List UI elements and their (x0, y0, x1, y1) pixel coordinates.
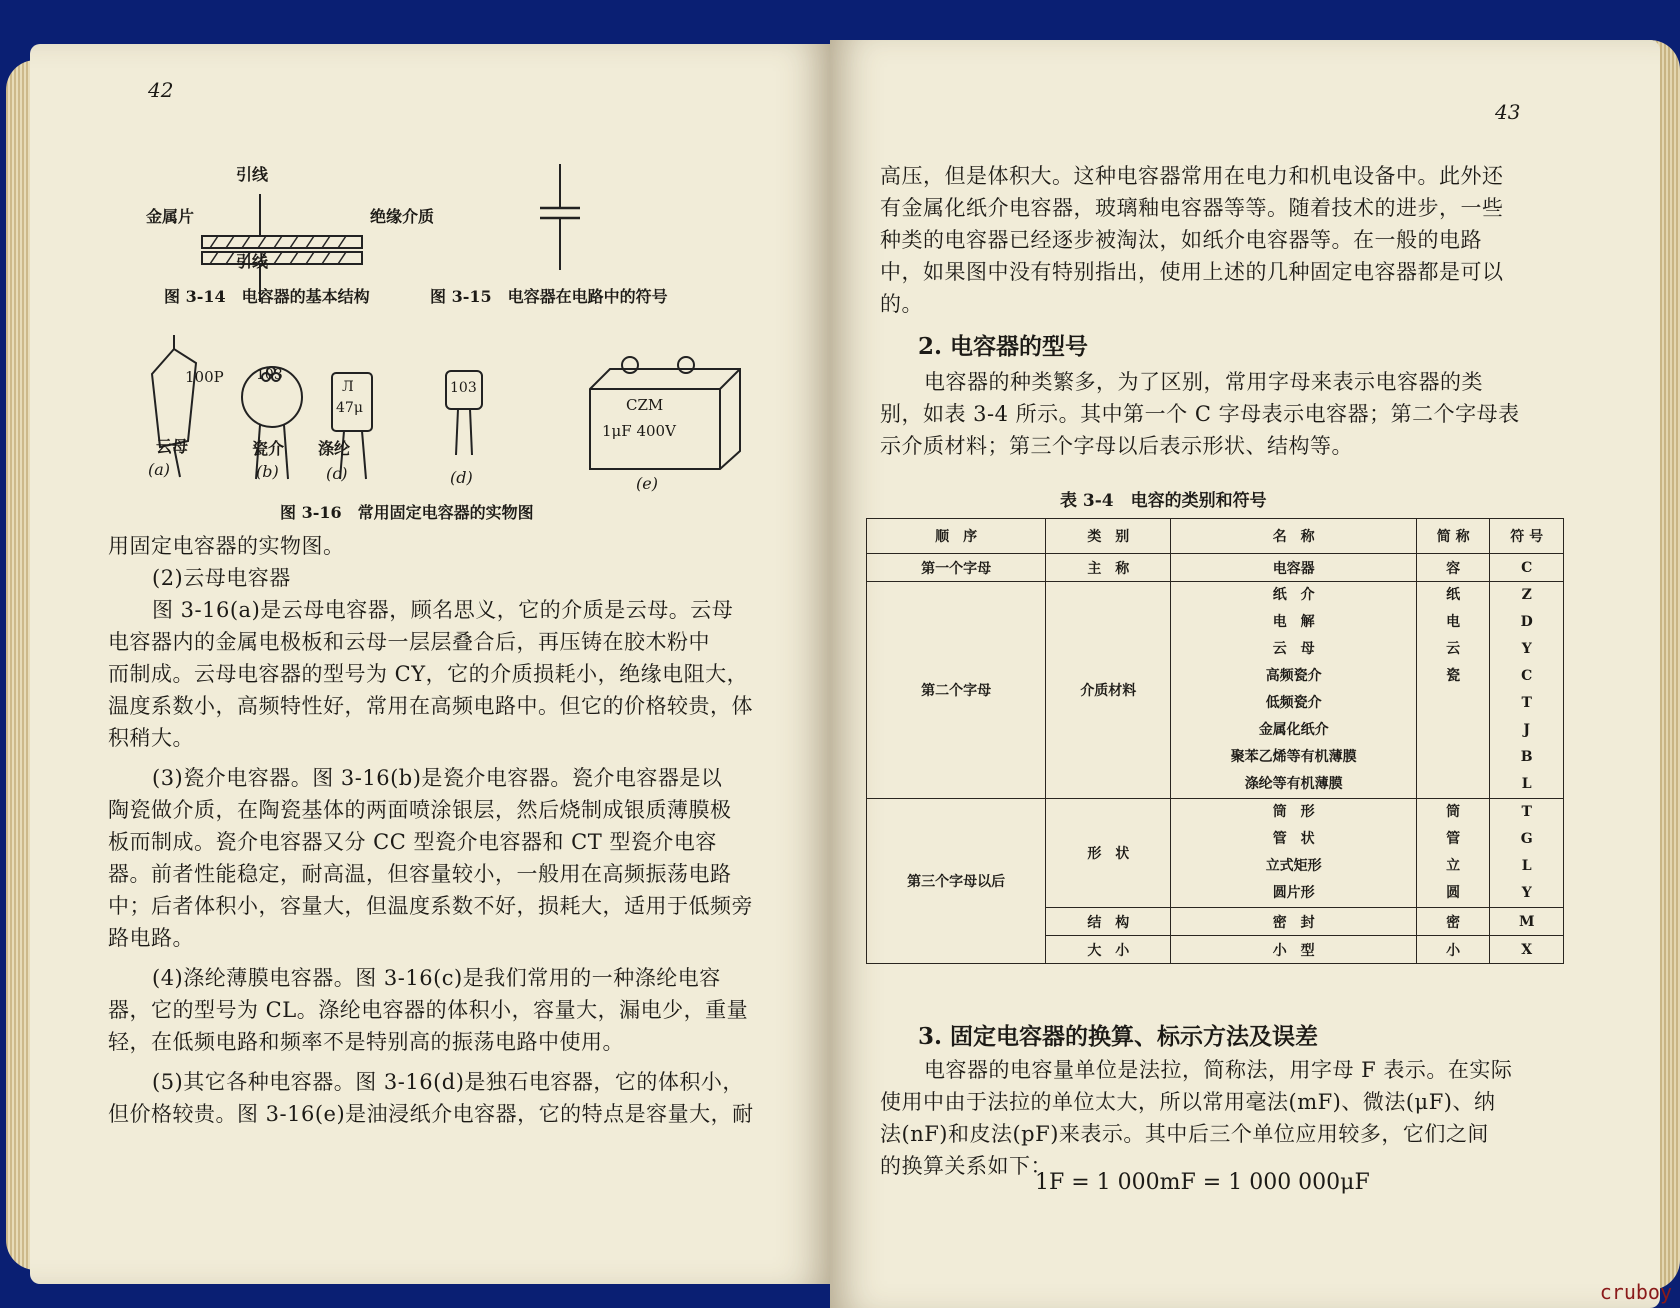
right-para-1 (880, 160, 1504, 320)
col-name: 名 称 (1171, 519, 1416, 554)
right-page (830, 40, 1660, 1308)
text-line: 的换算关系如下： (880, 1154, 1052, 1178)
code-cell: X (1490, 936, 1564, 964)
category-cell: 形 状 (1046, 799, 1171, 908)
fig16-caption: 图 3-16 常用固定电容器的实物图 (280, 503, 534, 522)
name-line: 低频瓷介 (1265, 695, 1322, 711)
code-line: Z (1521, 587, 1532, 603)
right-para-3 (880, 1054, 1512, 1182)
text-line: 中；后者体积小，容量大，但温度系数不好，损耗大，适用于低频旁 (108, 894, 753, 918)
sub-d: (d) (450, 468, 473, 487)
text-line: 温度系数小，高频特性好，常用在高频电路中。但它的价格较贵，体 (108, 694, 753, 718)
name-cell (1171, 582, 1416, 799)
col-abbr: 简 称 (1416, 519, 1490, 554)
cap-c-text1: Л (342, 379, 354, 395)
text-line: 电容器内的金属电极板和云母一层层叠合后，再压铸在胶木粉中 (108, 630, 710, 654)
text-line: 别，如表 3-4 所示。其中第一个 C 字母表示电容器；第二个字母表 (880, 402, 1520, 426)
text-line: (3)瓷介电容器。图 3-16(b)是瓷介电容器。瓷介电容器是以 (152, 766, 723, 790)
cap-c-text2: 47μ (336, 400, 363, 416)
order-cell: 第三个字母以后 (867, 799, 1046, 964)
col-category: 类 别 (1046, 519, 1171, 554)
capacitor-symbol-figure (530, 164, 590, 274)
abbr-line (1417, 690, 1490, 717)
text-line: (2)云母电容器 (152, 566, 291, 590)
name-cell: 电容器 (1171, 554, 1416, 582)
name-line: 金属化纸介 (1258, 722, 1329, 738)
abbr-line (1417, 717, 1490, 744)
table-row (867, 582, 1564, 799)
abbr-cell: 容 (1416, 554, 1490, 582)
abbr-line: 云 (1446, 641, 1461, 657)
text-line: 轻，在低频电路和频率不是特别高的振荡电路中使用。 (108, 1030, 624, 1054)
col-order: 顺 序 (867, 519, 1046, 554)
text-line: 电容器的种类繁多，为了区别，常用字母来表示电容器的类 (924, 370, 1483, 394)
cap-e-text1: CZM (626, 396, 664, 414)
code-cell (1490, 582, 1564, 799)
text-line: 积稍大。 (108, 726, 194, 750)
cap-d-text: 103 (450, 380, 477, 396)
name-line: 电 解 (1272, 614, 1315, 630)
order-cell: 第二个字母 (867, 582, 1046, 799)
abbr-cell: 密 (1416, 908, 1490, 936)
cap-a-text: 100P (185, 368, 224, 386)
left-page (30, 44, 830, 1284)
dielectric-label: 绝缘介质 (370, 207, 435, 226)
sub-b: (b) (256, 462, 279, 481)
text-line: (4)涤纶薄膜电容器。图 3-16(c)是我们常用的一种涤纶电容 (152, 966, 721, 990)
metal-plate-label: 金属片 (146, 207, 195, 226)
text-line: 板而制成。瓷介电容器又分 CC 型瓷介电容器和 CT 型瓷介电容 (108, 830, 717, 854)
cap-e-text2: 1μF 400V (602, 422, 676, 440)
sub-e: (e) (636, 474, 658, 493)
page-number: 43 (1495, 100, 1521, 124)
text-line: 但价格较贵。图 3-16(e)是油浸纸介电容器，它的特点是容量大，耐 (108, 1102, 754, 1126)
code-line: T (1521, 695, 1532, 711)
text-line: 图 3-16(a)是云母电容器，顾名思义，它的介质是云母。云母 (152, 598, 734, 622)
text-line: 而制成。云母电容器的型号为 CY，它的介质损耗小，绝缘电阻大， (108, 662, 749, 686)
watermark: cruboy (1599, 1280, 1672, 1304)
capacitor-photos-figure (140, 329, 780, 489)
code-line: L (1521, 858, 1532, 874)
abbr-line: 瓷 (1446, 668, 1461, 684)
name-cell (1171, 799, 1416, 908)
abbr-cell: 小 (1416, 936, 1490, 964)
table-row (867, 554, 1564, 582)
abbr-line: 筒 (1446, 804, 1461, 820)
fig15-caption: 图 3-15 电容器在电路中的符号 (430, 287, 668, 306)
order-cell: 第一个字母 (867, 554, 1046, 582)
section-heading-2: 2. 电容器的型号 (918, 333, 1089, 360)
abbr-line: 圆 (1446, 885, 1461, 901)
code-line: J (1523, 722, 1531, 738)
lead-top-label: 引线 (236, 165, 269, 184)
fig14-caption: 图 3-14 电容器的基本结构 (164, 287, 370, 306)
text-line: 路电路。 (108, 926, 194, 950)
category-cell: 大 小 (1046, 936, 1171, 964)
text-line: 使用中由于法拉的单位太大，所以常用毫法(mF)、微法(μF)、纳 (880, 1090, 1496, 1114)
lead-bottom-label: 引线 (236, 252, 269, 271)
text-line: 器。前者性能稳定，耐高温，但容量较小，一般用在高频振荡电路 (108, 862, 732, 886)
abbr-line: 纸 (1446, 587, 1461, 603)
code-line: D (1520, 614, 1533, 630)
label-polyester: 涤纶 (318, 439, 351, 458)
name-line: 筒 形 (1272, 804, 1315, 820)
abbr-cell (1416, 799, 1490, 908)
label-mica: 云母 (156, 437, 189, 456)
name-line: 云 母 (1272, 641, 1315, 657)
col-code: 符 号 (1490, 519, 1564, 554)
category-cell: 结 构 (1046, 908, 1171, 936)
name-cell: 密 封 (1171, 908, 1416, 936)
text-line: 有金属化纸介电容器，玻璃釉电容器等等。随着技术的进步，一些 (880, 196, 1504, 220)
name-line: 纸 介 (1272, 587, 1315, 603)
name-line: 聚苯乙烯等有机薄膜 (1230, 749, 1357, 765)
text-line: 的。 (880, 292, 923, 316)
code-line: B (1520, 749, 1533, 765)
capacitor-code-table (866, 518, 1564, 964)
right-para-2 (880, 366, 1520, 462)
table-row (867, 799, 1564, 908)
text-line: 用固定电容器的实物图。 (108, 534, 345, 558)
abbr-line: 立 (1446, 858, 1461, 874)
code-line: Y (1521, 641, 1532, 657)
code-line: C (1521, 668, 1533, 684)
label-ceramic: 瓷介 (252, 439, 285, 458)
abbr-cell (1416, 582, 1490, 799)
text-line: 器，它的型号为 CL。涤纶电容器的体积小，容量大，漏电少，重量 (108, 998, 749, 1022)
abbr-line (1417, 744, 1490, 771)
sub-c: (c) (326, 464, 348, 483)
code-cell: C (1490, 554, 1564, 582)
code-line: Y (1521, 885, 1532, 901)
left-body-text (108, 530, 754, 1130)
text-line: 示介质材料；第三个字母以后表示形状、结构等。 (880, 434, 1353, 458)
text-line: 高压，但是体积大。这种电容器常用在电力和机电设备中。此外还 (880, 164, 1504, 188)
cap-b-text: 103 (256, 367, 283, 383)
abbr-line: 管 (1446, 831, 1461, 847)
text-line: 电容器的电容量单位是法拉，简称法，用字母 F 表示。在实际 (924, 1058, 1513, 1082)
table-title: 表 3-4 电容的类别和符号 (1060, 491, 1267, 511)
text-line: 陶瓷做介质，在陶瓷基体的两面喷涂银层，然后烧制成银质薄膜极 (108, 798, 732, 822)
text-line: 法(nF)和皮法(pF)来表示。其中后三个单位应用较多，它们之间 (880, 1122, 1489, 1146)
name-line: 高频瓷介 (1265, 668, 1322, 684)
code-line: L (1521, 776, 1532, 792)
page-number: 42 (148, 78, 174, 102)
section-heading-3: 3. 固定电容器的换算、标示方法及误差 (918, 1023, 1319, 1050)
name-line: 圆片形 (1272, 885, 1315, 901)
name-line: 管 状 (1272, 831, 1315, 847)
category-cell: 介质材料 (1046, 582, 1171, 799)
name-cell: 小 型 (1171, 936, 1416, 964)
abbr-line (1417, 771, 1490, 798)
text-line: (5)其它各种电容器。图 3-16(d)是独石电容器，它的体积小， (152, 1070, 744, 1094)
conversion-formula: 1F = 1 000mF = 1 000 000μF (1035, 1170, 1370, 1195)
abbr-line: 电 (1446, 614, 1461, 630)
category-cell: 主 称 (1046, 554, 1171, 582)
name-line: 立式矩形 (1265, 858, 1322, 874)
text-line: 中，如果图中没有特别指出，使用上述的几种固定电容器都是可以 (880, 260, 1504, 284)
code-line: T (1521, 804, 1532, 820)
sub-a: (a) (148, 460, 171, 479)
code-line: G (1520, 831, 1533, 847)
text-line: 种类的电容器已经逐步被淘汰，如纸介电容器等。在一般的电路 (880, 228, 1482, 252)
code-cell: M (1490, 908, 1564, 936)
name-line: 涤纶等有机薄膜 (1244, 776, 1343, 792)
code-cell (1490, 799, 1564, 908)
